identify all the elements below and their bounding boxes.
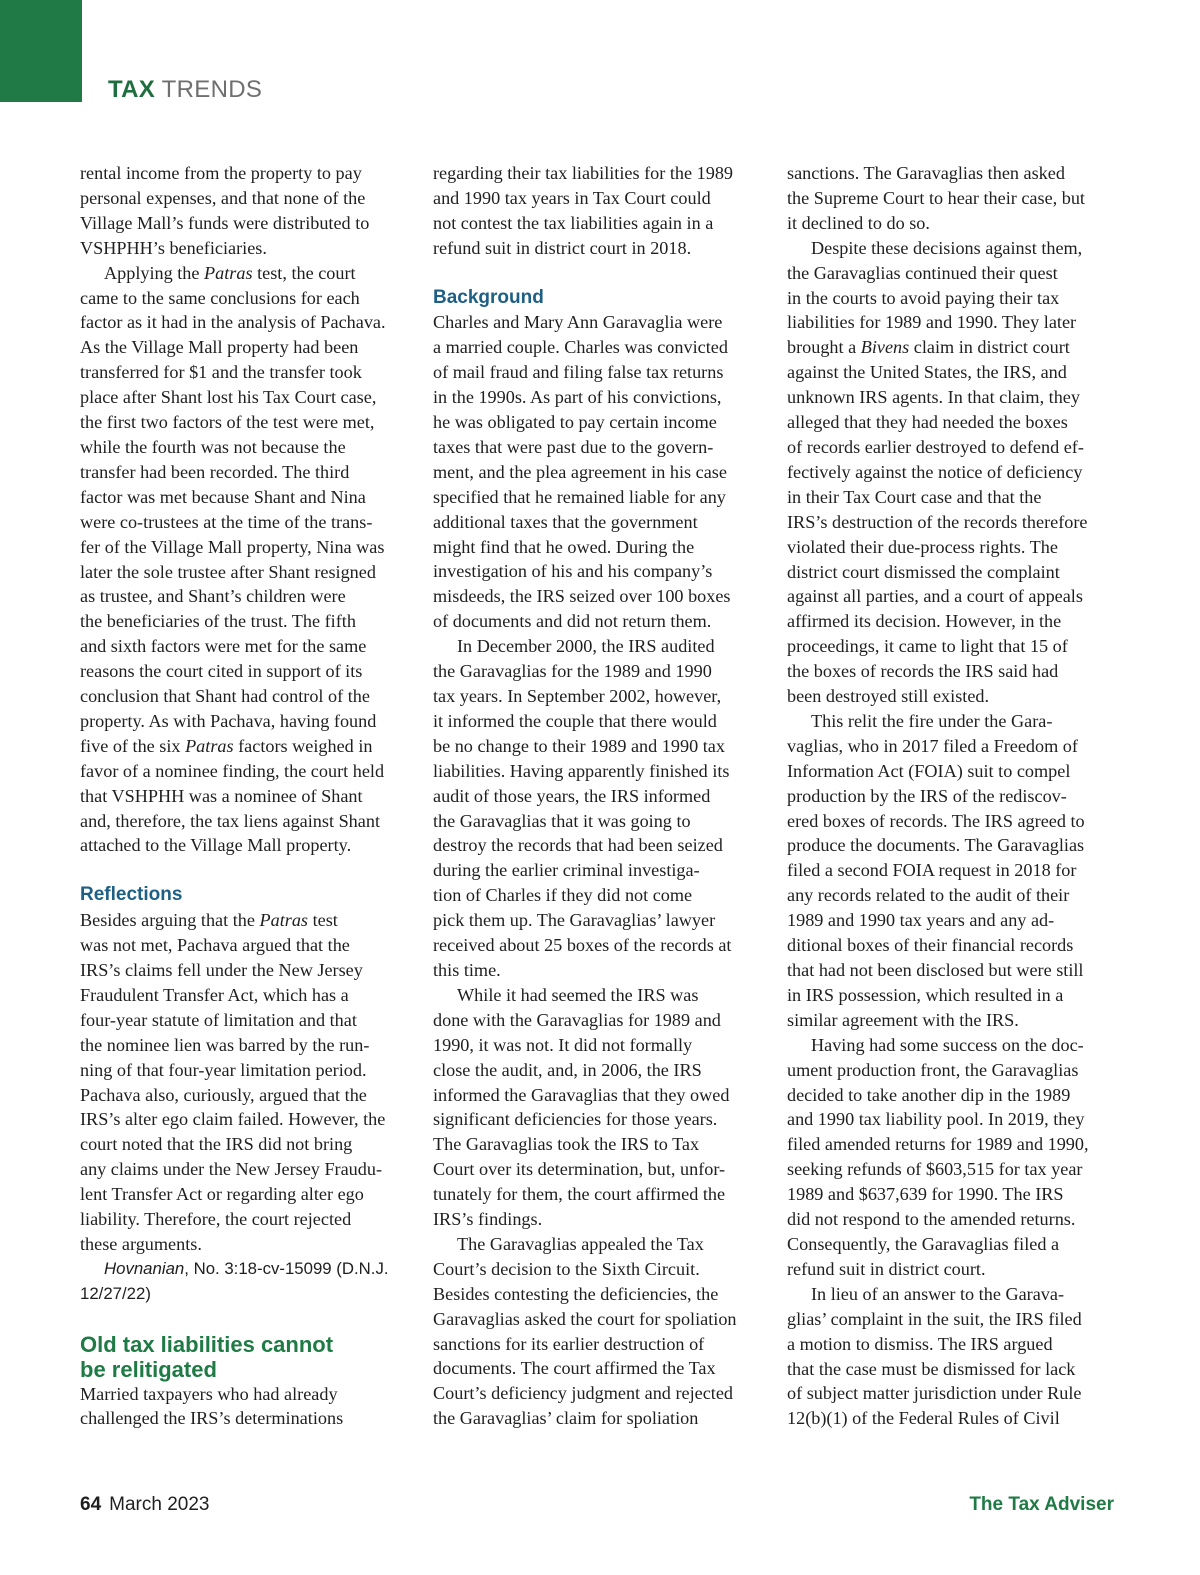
body-text-line: against all parties, and a court of appeals — [787, 586, 1083, 607]
body-text-line: the nominee lien was barred by the run- — [80, 1034, 370, 1055]
case-citation-line: Hovnanian, No. 3:18-cv-15099 (D.N.J. — [104, 1258, 389, 1278]
body-text-line: favor of a nominee finding, the court held — [80, 760, 385, 781]
body-text-line: the boxes of records the IRS said had — [787, 661, 1059, 682]
body-text-line: done with the Garavaglias for 1989 and — [433, 1009, 721, 1030]
body-text-line: similar agreement with the IRS. — [787, 1009, 1019, 1030]
body-text-line: it informed the couple that there would — [433, 710, 717, 731]
body-text-line: be no change to their 1989 and 1990 tax — [433, 735, 725, 756]
body-text-line: brought a Bivens claim in district court — [787, 337, 1070, 358]
body-text-line: decided to take another dip in the 1989 — [787, 1084, 1071, 1105]
body-text-line: Charles and Mary Ann Garavaglia were — [433, 312, 723, 333]
article-heading: be relitigated — [80, 1356, 217, 1382]
article-heading: Old tax liabilities cannot — [80, 1331, 334, 1357]
body-text-line: seeking refunds of $603,515 for tax year — [787, 1159, 1083, 1180]
body-text-line: ning of that four-year limitation period. — [80, 1059, 367, 1080]
case-citation-line: 12/27/22) — [80, 1283, 151, 1303]
body-text-line: that the case must be dismissed for lack — [787, 1358, 1076, 1379]
subheading: Background — [433, 286, 544, 308]
body-text-line: tion of Charles if they did not come — [433, 885, 693, 906]
body-text-line: In December 2000, the IRS audited — [457, 636, 715, 657]
body-text-line: IRS’s alter ego claim failed. However, the — [80, 1109, 386, 1130]
body-text-line: Court’s deficiency judgment and rejected — [433, 1383, 733, 1404]
body-text-line: while the fourth was not because the — [80, 436, 346, 457]
body-text-line: informed the Garavaglias that they owed — [433, 1084, 730, 1105]
body-text-line: fer of the Village Mall property, Nina was — [80, 536, 385, 557]
body-text-line: received about 25 boxes of the records at — [433, 935, 732, 956]
body-text-line: Married taxpayers who had already — [80, 1383, 338, 1404]
body-text-line: destroy the records that had been seized — [433, 835, 723, 856]
page-footer-left — [80, 1494, 209, 1516]
body-text-line: it declined to do so. — [787, 212, 930, 233]
body-text-line: and, therefore, the tax liens against Shant — [80, 810, 380, 831]
body-text-line: Despite these decisions against them, — [811, 237, 1083, 258]
body-text-line: against the United States, the IRS, and — [787, 362, 1067, 383]
body-text-line: liabilities for 1989 and 1990. They later — [787, 312, 1077, 333]
body-text-line: challenged the IRS’s determinations — [80, 1408, 344, 1429]
body-text-line: and sixth factors were met for the same — [80, 636, 367, 657]
body-text-line: filed amended returns for 1989 and 1990, — [787, 1134, 1089, 1155]
body-text-line: a motion to dismiss. The IRS argued — [787, 1333, 1053, 1354]
body-text-line: sanctions for its earlier destruction of — [433, 1333, 705, 1354]
body-text-line: ditional boxes of their financial records — [787, 935, 1074, 956]
body-text-line: district court dismissed the complaint — [787, 561, 1060, 582]
body-text-line: and 1990 tax years in Tax Court could — [433, 187, 711, 208]
body-text-line: factor was met because Shant and Nina — [80, 486, 366, 507]
body-text-line: fectively against the notice of deficiency — [787, 461, 1083, 482]
body-text-line: did not respond to the amended returns. — [787, 1209, 1076, 1230]
body-text-line: in IRS possession, which resulted in a — [787, 984, 1064, 1005]
body-text-line: lent Transfer Act or regarding alter ego — [80, 1184, 364, 1205]
body-text-line: four-year statute of limitation and that — [80, 1009, 357, 1030]
body-text-line: been destroyed still existed. — [787, 686, 990, 707]
body-text-line: Having had some success on the doc- — [811, 1034, 1084, 1055]
body-text-line: Garavaglias asked the court for spoliation — [433, 1308, 737, 1329]
body-text-line: In lieu of an answer to the Garava- — [811, 1283, 1064, 1304]
issue-date: March 2023 — [109, 1494, 210, 1515]
body-text-line: significant deficiencies for those years. — [433, 1109, 718, 1130]
body-text-line: place after Shant lost his Tax Court case, — [80, 387, 377, 408]
body-text-line: pick them up. The Garavaglias’ lawyer — [433, 910, 716, 931]
body-text-line: of mail fraud and filing false tax returns — [433, 362, 724, 383]
body-text-line: tax years. In September 2002, however, — [433, 686, 722, 707]
body-text-line: regarding their tax liabilities for the 1989 — [433, 163, 734, 183]
body-text-line: of subject matter jurisdiction under Rule — [787, 1383, 1082, 1404]
body-text-line: ment, and the plea agreement in his case — [433, 461, 727, 482]
body-text-line: reasons the court cited in support of its — [80, 661, 363, 682]
body-text-line: the Garavaglias’ claim for spoliation — [433, 1408, 699, 1429]
body-text-line: court noted that the IRS did not bring — [80, 1134, 353, 1155]
body-text-line: refund suit in district court. — [787, 1258, 986, 1279]
body-text-line: Consequently, the Garavaglias filed a — [787, 1233, 1060, 1254]
body-text-line: audit of those years, the IRS informed — [433, 785, 711, 806]
body-text-line: rental income from the property to pay — [80, 163, 362, 183]
body-text-line: 1990, it was not. It did not formally — [433, 1034, 693, 1055]
body-text-line: refund suit in district court in 2018. — [433, 237, 692, 258]
body-text-line: Fraudulent Transfer Act, which has a — [80, 984, 349, 1005]
page-number: 64 — [80, 1494, 102, 1515]
body-text-line: The Garavaglias appealed the Tax — [457, 1233, 704, 1254]
body-text-line: This relit the fire under the Gara- — [811, 710, 1053, 731]
text-column-2 — [433, 161, 765, 1431]
body-text-line: vaglias, who in 2017 filed a Freedom of — [787, 735, 1078, 756]
body-text-line: these arguments. — [80, 1233, 202, 1254]
body-text-line: later the sole trustee after Shant resigned — [80, 561, 376, 582]
body-text-line: Besides contesting the deficiencies, the — [433, 1283, 719, 1304]
body-text-line: violated their due-process rights. The — [787, 536, 1058, 557]
body-text-line: the first two factors of the test were met, — [80, 412, 375, 433]
body-text-line: sanctions. The Garavaglias then asked — [787, 163, 1065, 183]
body-text-line: any claims under the New Jersey Fraudu- — [80, 1159, 383, 1180]
body-text-line: conclusion that Shant had control of the — [80, 686, 370, 707]
section-header-light: TRENDS — [161, 76, 263, 103]
body-text-line: came to the same conclusions for each — [80, 287, 360, 308]
section-header-bold: TAX — [108, 76, 156, 103]
body-text-line: the Garavaglias continued their quest — [787, 262, 1058, 283]
body-text-line: alleged that they had needed the boxes — [787, 412, 1068, 433]
body-text-line: this time. — [433, 959, 501, 980]
body-text-line: Court’s decision to the Sixth Circuit. — [433, 1258, 700, 1279]
section-header — [108, 76, 262, 104]
body-text-line: and 1990 tax liability pool. In 2019, they — [787, 1109, 1085, 1130]
body-text-line: that VSHPHH was a nominee of Shant — [80, 785, 363, 806]
body-text-line: the Supreme Court to hear their case, but — [787, 187, 1085, 208]
body-text-line: filed a second FOIA request in 2018 for — [787, 860, 1077, 881]
body-text-line: misdeeds, the IRS seized over 100 boxes — [433, 586, 731, 607]
text-column-1 — [80, 161, 412, 1431]
body-text-line: unknown IRS agents. In that claim, they — [787, 387, 1080, 408]
body-text-line: the Garavaglias for the 1989 and 1990 — [433, 661, 712, 682]
body-text-line: close the audit, and, in 2006, the IRS — [433, 1059, 702, 1080]
body-text-line: in the courts to avoid paying their tax — [787, 287, 1060, 308]
body-text-line: 1989 and 1990 tax years and any ad- — [787, 910, 1055, 931]
body-text-line: the Garavaglias that it was going to — [433, 810, 691, 831]
body-text-line: produce the documents. The Garavaglias — [787, 835, 1085, 856]
body-text-line: Pachava also, curiously, argued that the — [80, 1084, 367, 1105]
body-text-line: in the 1990s. As part of his convictions, — [433, 387, 722, 408]
body-text-line: transferred for $1 and the transfer took — [80, 362, 362, 383]
text-column-3 — [787, 161, 1119, 1431]
body-text-line: in their Tax Court case and that the — [787, 486, 1042, 507]
body-text-line: as trustee, and Shant’s children were — [80, 586, 346, 607]
body-text-line: Village Mall’s funds were distributed to — [80, 212, 370, 233]
body-text-line: of records earlier destroyed to defend ef- — [787, 436, 1084, 457]
body-text-line: ument production front, the Garavaglias — [787, 1059, 1079, 1080]
body-text-line: any records related to the audit of their — [787, 885, 1070, 906]
body-text-line: Besides arguing that the Patras test — [80, 910, 338, 931]
body-text-line: IRS’s findings. — [433, 1209, 543, 1230]
body-text-line: transfer had been recorded. The third — [80, 461, 350, 482]
body-text-line: liability. Therefore, the court rejected — [80, 1209, 352, 1230]
body-text-line: While it had seemed the IRS was — [457, 984, 699, 1005]
body-text-line: production by the IRS of the rediscov- — [787, 785, 1067, 806]
body-text-line: Information Act (FOIA) suit to compel — [787, 760, 1071, 781]
body-text-line: Applying the Patras test, the court — [104, 262, 356, 283]
body-text-line: liabilities. Having apparently finished its — [433, 760, 730, 781]
body-text-line: investigation of his and his company’s — [433, 561, 713, 582]
body-text-line: 1989 and $637,639 for 1990. The IRS — [787, 1184, 1064, 1205]
body-text-line: he was obligated to pay certain income — [433, 412, 717, 433]
body-text-line: Court over its determination, but, unfor- — [433, 1159, 726, 1180]
subheading: Reflections — [80, 884, 183, 906]
body-text-line: As the Village Mall property had been — [80, 337, 359, 358]
body-text-line: attached to the Village Mall property. — [80, 835, 352, 856]
body-text-line: tunately for them, the court affirmed the — [433, 1184, 726, 1205]
body-text-line: of documents and did not return them. — [433, 611, 712, 632]
body-text-line: taxes that were past due to the govern- — [433, 436, 714, 457]
section-color-tab — [0, 0, 82, 102]
body-text-line: a married couple. Charles was convicted — [433, 337, 728, 358]
body-text-line: were co-trustees at the time of the trans- — [80, 511, 373, 532]
body-text-line: additional taxes that the government — [433, 511, 698, 532]
body-text-line: 12(b)(1) of the Federal Rules of Civil — [787, 1408, 1060, 1429]
body-text-line: property. As with Pachava, having found — [80, 710, 377, 731]
body-text-line: The Garavaglias took the IRS to Tax — [433, 1134, 700, 1155]
body-text-line: IRS’s destruction of the records therefore — [787, 511, 1088, 532]
body-text-line: VSHPHH’s beneficiaries. — [80, 237, 267, 258]
body-text-line: not contest the tax liabilities again in a — [433, 212, 714, 233]
body-text-line: personal expenses, and that none of the — [80, 187, 366, 208]
body-text-line: was not met, Pachava argued that the — [80, 935, 350, 956]
body-text-line: proceedings, it came to light that 15 of — [787, 636, 1068, 657]
body-text-line: IRS’s claims fell under the New Jersey — [80, 959, 363, 980]
body-text-line: documents. The court affirmed the Tax — [433, 1358, 716, 1379]
body-text-line: specified that he remained liable for any — [433, 486, 726, 507]
body-text-line: the beneficiaries of the trust. The fifth — [80, 611, 356, 632]
body-text-line: five of the six Patras factors weighed in — [80, 735, 373, 756]
body-text-line: that had not been disclosed but were still — [787, 960, 1084, 980]
body-text-line: factor as it had in the analysis of Pachava. — [80, 312, 386, 333]
body-text-line: glias’ complaint in the suit, the IRS filed — [787, 1308, 1082, 1329]
body-text-line: might find that he owed. During the — [433, 536, 695, 557]
body-text-line: during the earlier criminal investiga- — [433, 860, 700, 881]
body-text-line: ered boxes of records. The IRS agreed to — [787, 810, 1085, 831]
publication-name: The Tax Adviser — [969, 1494, 1114, 1515]
body-text-line: affirmed its decision. However, in the — [787, 611, 1062, 632]
